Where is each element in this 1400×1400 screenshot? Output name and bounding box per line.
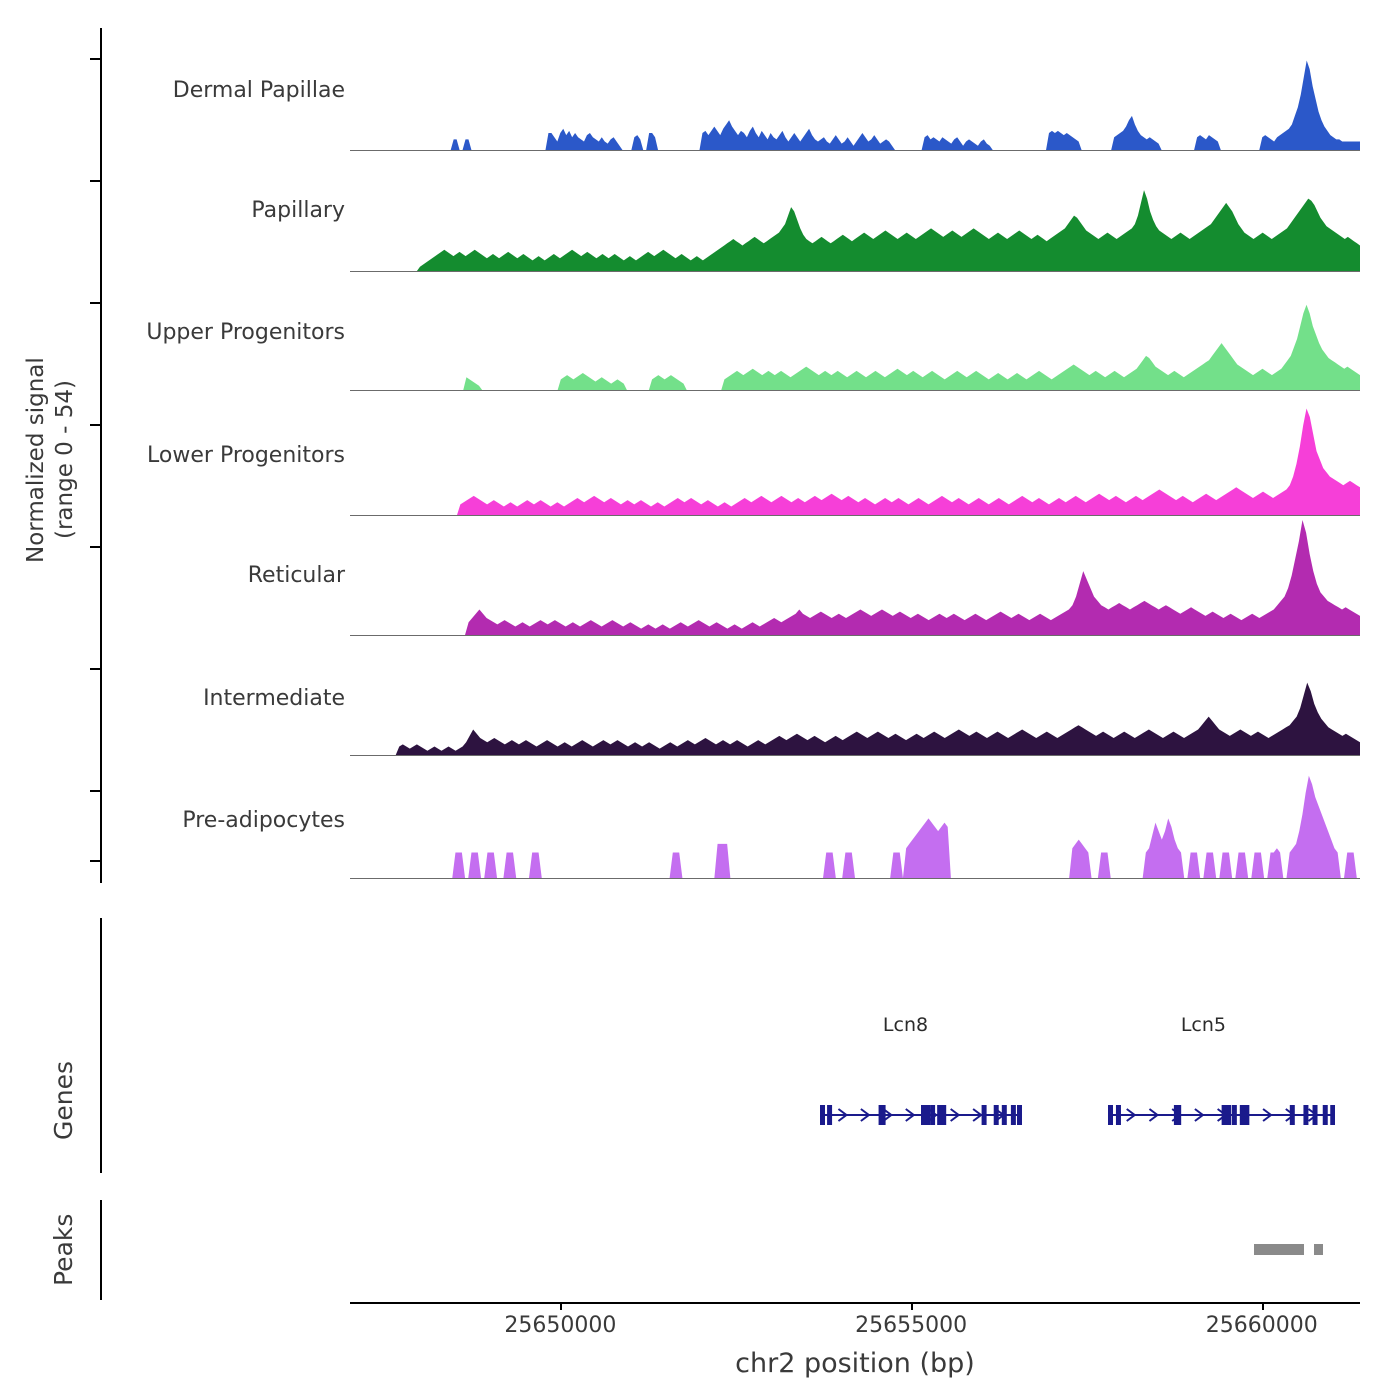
x-axis-tick (560, 1303, 562, 1310)
signal-track (120, 156, 1360, 273)
peak-bar[interactable] (1314, 1244, 1323, 1255)
track-label: Dermal Papillae (172, 78, 345, 103)
signal-axis-spine (100, 28, 102, 883)
signal-axis-title (22, 300, 80, 620)
track-label: Intermediate (203, 686, 345, 711)
signal-axis-tick (90, 180, 102, 182)
track-label: Papillary (251, 198, 345, 223)
peaks-axis-spine (100, 1200, 102, 1300)
signal-axis-tick (90, 860, 102, 862)
signal-area (350, 400, 1360, 515)
signal-track (120, 520, 1360, 637)
signal-axis-tick (90, 546, 102, 548)
x-axis-tick-label: 25650000 (504, 1313, 617, 1338)
x-axis-tick (1262, 1303, 1264, 1310)
track-baseline (350, 271, 1360, 272)
genes-axis-spine (100, 918, 102, 1173)
signal-axis-tick (90, 302, 102, 304)
signal-track (120, 35, 1360, 152)
signal-track (120, 400, 1360, 517)
signal-axis-tick (90, 790, 102, 792)
signal-area (350, 35, 1360, 150)
x-axis-tick-label: 25660000 (1205, 1313, 1318, 1338)
signal-area (350, 763, 1360, 878)
track-label: Reticular (247, 563, 345, 588)
track-plot (350, 640, 1360, 757)
track-baseline (350, 878, 1360, 879)
signal-axis-tick (90, 424, 102, 426)
gene-label: Lcn5 (1180, 1014, 1227, 1036)
genes-axis-title: Genes (49, 1060, 78, 1140)
track-plot (350, 763, 1360, 880)
signal-track (120, 763, 1360, 880)
x-axis-title: chr2 position (bp) (735, 1348, 975, 1379)
gene-label: Lcn8 (882, 1014, 929, 1036)
track-plot (350, 35, 1360, 152)
signal-axis-title-line2: (range 0 - 54) (51, 380, 78, 540)
peaks-panel (350, 1240, 1360, 1270)
signal-area (350, 520, 1360, 635)
track-plot (350, 156, 1360, 273)
signal-axis-tick (90, 58, 102, 60)
x-axis-tick (911, 1303, 913, 1310)
x-axis-line (350, 1302, 1360, 1304)
track-plot (350, 275, 1360, 392)
track-label: Upper Progenitors (146, 320, 345, 345)
genes-panel (350, 1000, 1360, 1160)
track-label: Pre-adipocytes (182, 808, 345, 833)
track-baseline (350, 150, 1360, 151)
track-plot (350, 400, 1360, 517)
track-baseline (350, 515, 1360, 516)
track-label: Lower Progenitors (147, 443, 345, 468)
track-baseline (350, 755, 1360, 756)
signal-track (120, 640, 1360, 757)
peaks-axis-title: Peaks (49, 1213, 78, 1287)
gene-model[interactable] (1108, 1100, 1335, 1130)
signal-track (120, 275, 1360, 392)
peak-bar[interactable] (1254, 1244, 1305, 1255)
track-plot (350, 520, 1360, 637)
signal-area (350, 640, 1360, 755)
track-baseline (350, 390, 1360, 391)
signal-axis-tick (90, 668, 102, 670)
signal-area (350, 156, 1360, 271)
x-axis-tick-label: 25655000 (855, 1313, 968, 1338)
track-baseline (350, 635, 1360, 636)
signal-axis-title-line1: Normalized signal (23, 357, 49, 563)
gene-model[interactable] (820, 1100, 1022, 1130)
signal-area (350, 275, 1360, 390)
